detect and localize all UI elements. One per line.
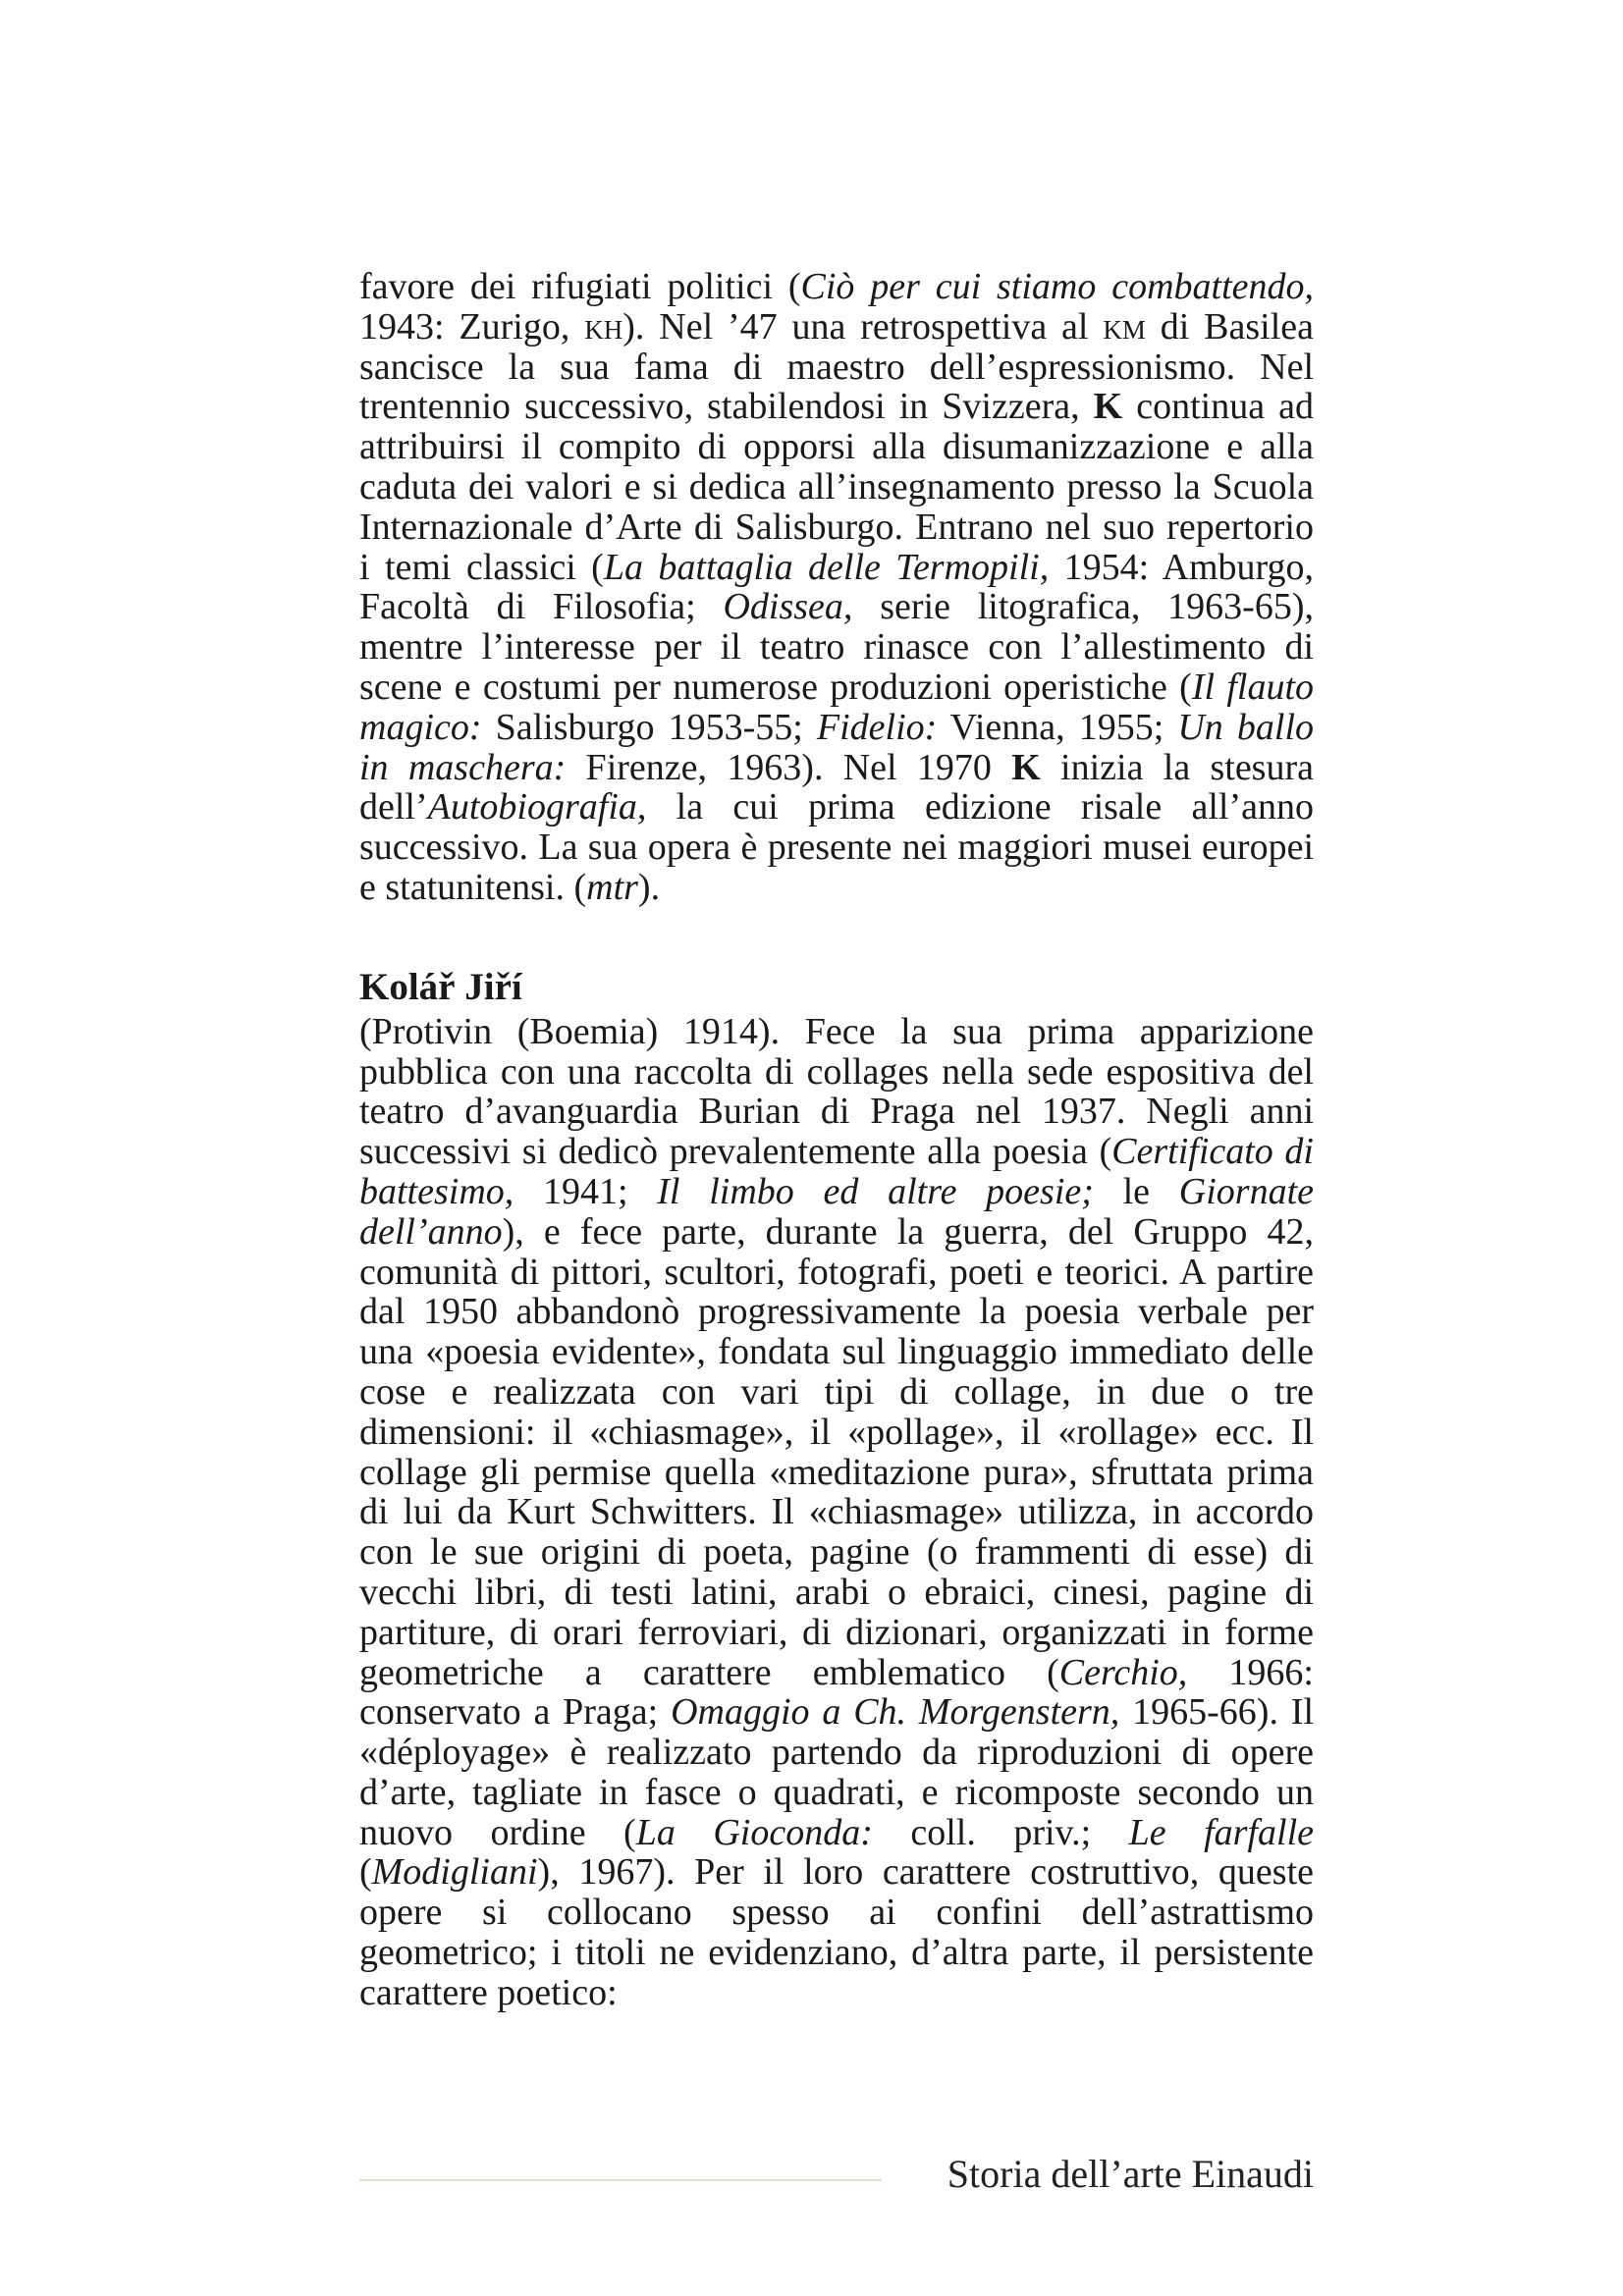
italic-text: Ciò per cui stiamo combattendo, — [800, 266, 1314, 307]
italic-text: Le farfalle — [1128, 1811, 1314, 1853]
text-run: ). — [637, 866, 661, 908]
text-run: di Basilea sancisce la sua fama di maestro dell’espressionismo. Nel trentennio successivo, stabilendosi in Svizzera, — [359, 305, 1315, 428]
text-run: continua ad attribuirsi il compito di opporsi alla disumanizzazione e alla caduta dei valori e si dedica all’insegnamento presso la Scuola Internazionale d’Arte di Salisburgo. Entrano nel suo repertorio i temi classici ( — [359, 386, 1314, 588]
italic-text: Autobiografia, — [427, 786, 647, 828]
entry-heading: Kolář Jiří — [359, 965, 522, 1008]
text-run: 1965-66). Il «déployage» è realizzato partendo da riproduzioni di opere d’arte, tagliate in fasce o quadrati, e ricomposte secondo un nuovo ordine ( — [359, 1691, 1315, 1853]
text-run: coll. priv.; — [872, 1811, 1129, 1853]
text-run: Vienna, 1955; — [937, 706, 1178, 748]
text-run: 1943: Zurigo, — [359, 305, 585, 347]
page-body — [359, 267, 1314, 2013]
text-run: Salisburgo 1953-55; — [481, 706, 817, 748]
italic-text: Il flauto magico: — [359, 666, 1314, 748]
text-run: favore dei rifugiati politici ( — [359, 266, 801, 307]
text-run: ( — [359, 1851, 372, 1894]
entry-paragraph — [359, 1012, 1314, 2013]
italic-text: Giornate dell’anno — [359, 1170, 1314, 1253]
italic-text: Omaggio a Ch. Morgenstern, — [671, 1691, 1120, 1734]
italic-text: Odissea, — [723, 586, 853, 628]
italic-text: mtr — [586, 866, 638, 908]
text-run: ). Nel ’47 una retrospettiva al — [622, 305, 1104, 347]
italic-text: Cerchio, — [1058, 1651, 1188, 1693]
text-run: la cui prima edizione risale all’anno successivo. La sua opera è presente nei maggiori musei europei e statunitensi. ( — [359, 786, 1314, 908]
bold-text: K — [1093, 386, 1123, 428]
footer-title: Storia dell’arte Einaudi — [947, 2152, 1314, 2196]
text-run: Firenze, 1963). Nel 1970 — [566, 746, 1012, 788]
italic-text: Certificato di battesimo, — [359, 1131, 1314, 1212]
italic-text: Il limbo ed altre poesie; — [657, 1170, 1094, 1212]
text-run: 1941; — [514, 1170, 658, 1212]
italic-text: La battaglia delle Termopili, — [603, 546, 1050, 588]
text-run: serie litografica, 1963-65), mentre l’interesse per il teatro rinasce con l’allestimento di scene e costumi per numerose produzioni operistiche ( — [359, 586, 1314, 708]
italic-text: Un ballo in maschera: — [359, 706, 1314, 788]
small-caps-text: km — [1103, 305, 1146, 347]
bold-text: K — [1011, 746, 1041, 788]
text-run: ), 1967). Per il loro carattere costruttivo, queste opere si collocano spesso ai confini dell’astrattismo geometrico; i titoli ne evidenziano, d’altra parte, il persistente carattere poetico: — [359, 1851, 1314, 2013]
footer-rule — [359, 2179, 882, 2181]
continuation-paragraph — [359, 267, 1314, 908]
text-run: inizia la stesura dell’ — [359, 746, 1314, 828]
text-run: ), e fece parte, durante la guerra, del Gruppo 42, comunità di pittori, scultori, fotografi, poeti e teorici. A partire dal 1950 abbandonò progressivamente la poesia verbale per una «poesia evidente», fondata sul linguaggio immediato delle cose e realizzata con vari tipi di collage, in due o tre dimensioni: il «chiasmage», il «pollage», il «rollage» ecc. Il collage gli permise quella «meditazione pura», sfruttata prima di lui da Kurt Schwitters. Il «chiasmage» utilizza, in accordo con le sue origini di poeta, pagine (o frammenti di esse) di vecchi libri, di testi latini, arabi o ebraici, cinesi, pagine di partiture, di orari ferroviari, di dizionari, organizzati in forme geometriche a carattere emblematico ( — [359, 1210, 1314, 1693]
italic-text: Modigliani — [371, 1851, 538, 1894]
text-run: 1954: Amburgo, Facoltà di Filosofia; — [359, 546, 1314, 628]
text-run: 1966: conservato a Praga; — [359, 1651, 1314, 1734]
italic-text: La Gioconda: — [635, 1811, 873, 1853]
italic-text: Fidelio: — [816, 706, 938, 748]
small-caps-text: kh — [584, 305, 623, 347]
text-run: (Protivin (Boemia) 1914). Fece la sua prima apparizione pubblica con una raccolta di collages nella sede espositiva del teatro d’avanguardia Burian di Praga nel 1937. Negli anni successivi si dedicò prevalentemente alla poesia ( — [359, 1010, 1314, 1173]
text-run: le — [1093, 1170, 1179, 1212]
